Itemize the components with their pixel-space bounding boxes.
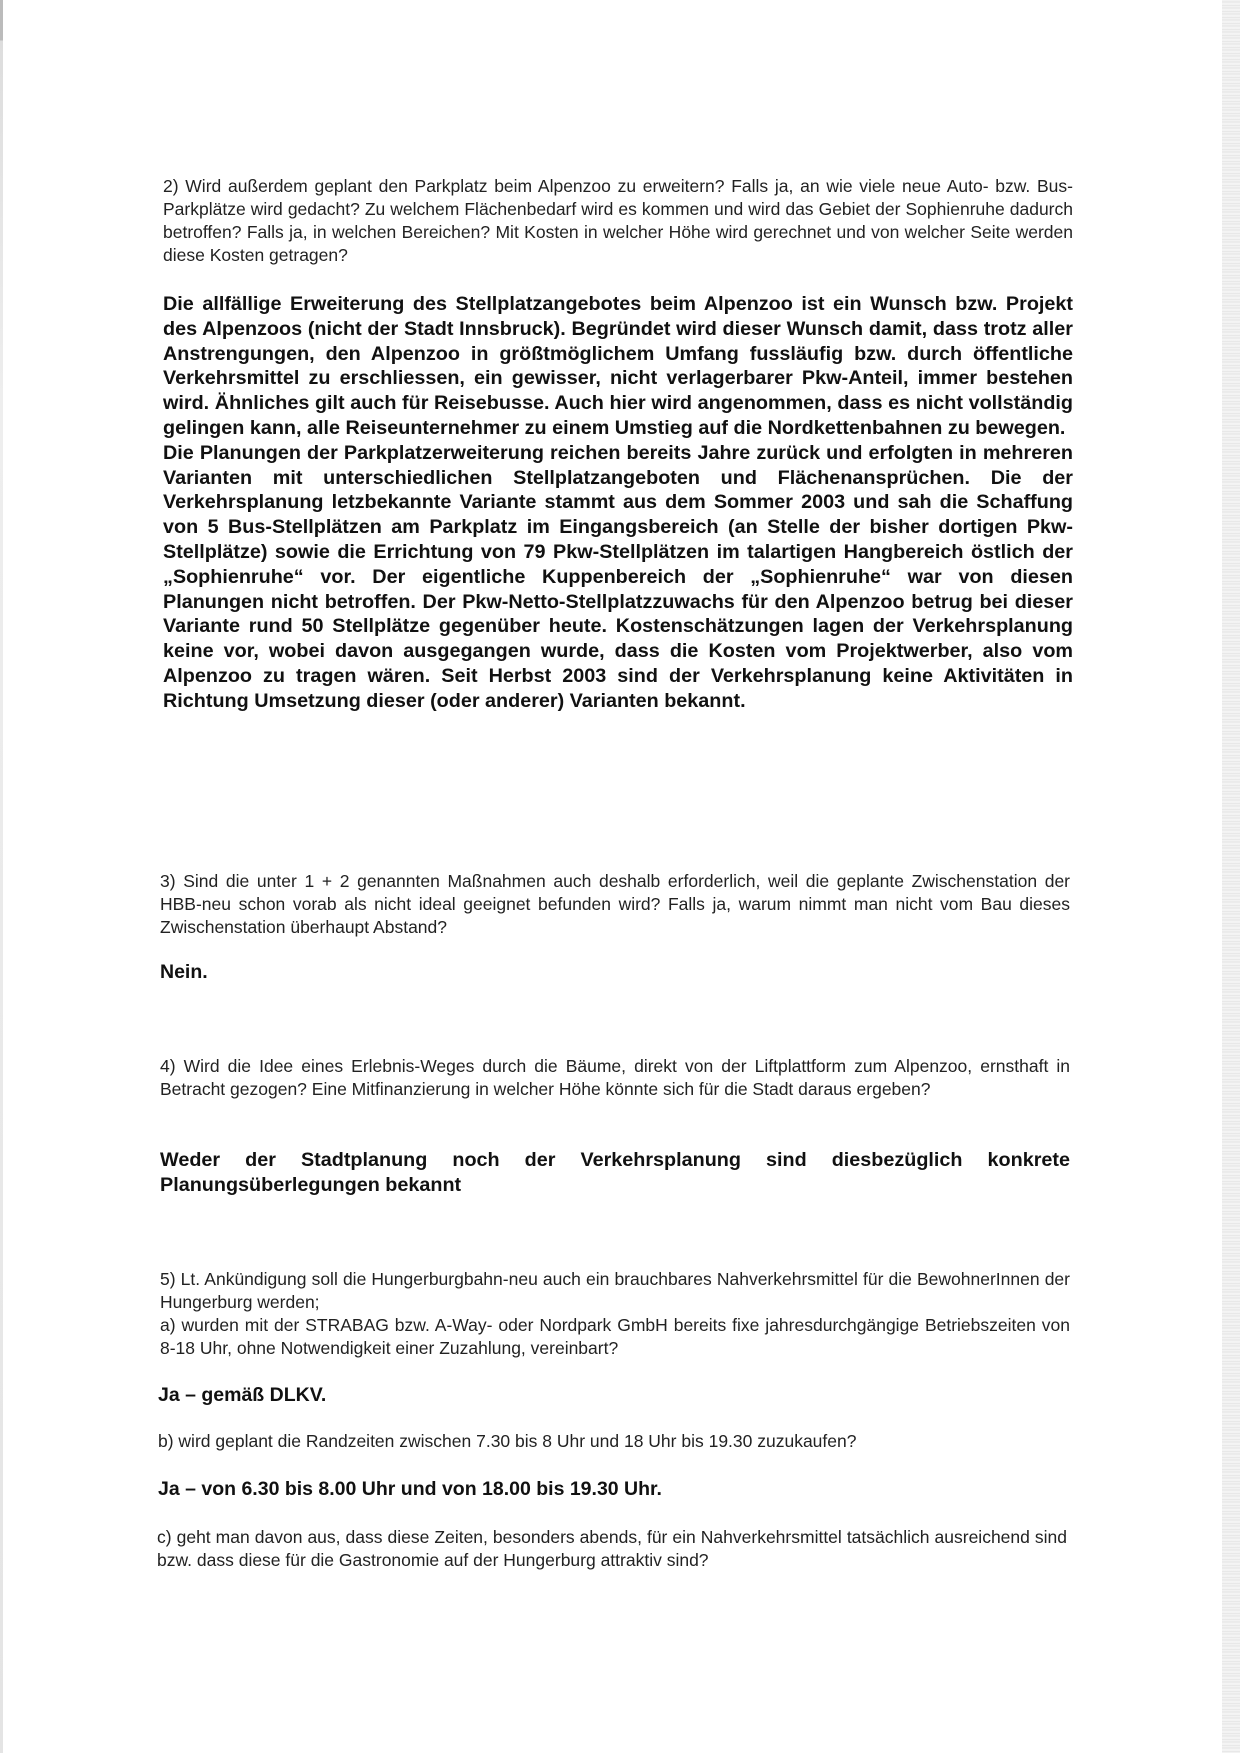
question-5-intro: 5) Lt. Ankündigung soll die Hungerburgbahn-neu auch ein brauchbares Nahverkehrsmittel für die BewohnerInnen der Hungerburg werden; bbox=[160, 1269, 1070, 1312]
question-5b: b) wird geplant die Randzeiten zwischen 7.30 bis 8 Uhr und 18 Uhr bis 19.30 zuzukaufen? bbox=[158, 1431, 857, 1451]
answer-2-paragraph-2: Die Planungen der Parkplatzerweiterung reichen bereits Jahre zurück und erfolgten in mehreren Varianten mit unterschiedlichen Stellplatzangeboten und Flächenansprüchen. Die der Verkehrsplanung letzbekannte Variante stammt aus dem Sommer 2003 und sah die Schaffung von 5 Bus-Stellplätzen am Parkplatz im Eingangsbereich (an Stelle der bisher dortigen Pkw-Stellplätze) sowie die Errichtung von 79 Pkw-Stellplätzen im talartigen Hangbereich östlich der „Sophienruhe“ vor. Der eigentliche Kuppenbereich der „Sophienruhe“ war von diesen Planungen nicht betroffen. Der Pkw-Netto-Stellplatzzuwachs für den Alpenzoo betrug bei dieser Variante rund 50 Stellplätze gegenüber heute. Kostenschätzungen lagen der Verkehrsplanung keine vor, wobei davon ausgegangen wurde, dass die Kosten vom Projektwerber, also vom Alpenzoo zu tragen wären. Seit Herbst 2003 sind der Verkehrsplanung keine Aktivitäten in Richtung Umsetzung dieser (oder anderer) Varianten bekannt. bbox=[163, 441, 1073, 712]
answer-5a: Ja – gemäß DLKV. bbox=[158, 1384, 327, 1406]
question-3: 3) Sind die unter 1 + 2 genannten Maßnahmen auch deshalb erforderlich, weil die geplante Zwischenstation der HBB-neu schon vorab als nicht ideal geeignet befunden wird? Falls ja, warum nimmt man nicht vom Bau dieses Zwischenstation überhaupt Abstand? bbox=[160, 871, 1070, 937]
answer-2-paragraph-1: Die allfällige Erweiterung des Stellplatzangebotes beim Alpenzoo ist ein Wunsch bzw. Projekt des Alpenzoos (nicht der Stadt Innsbruck). Begründet wird dieser Wunsch damit, dass trotz aller Anstrengungen, den Alpenzoo in größtmöglichem Umfang fussläufig bzw. durch öffentliche Verkehrsmittel zu erschliessen, ein gewisser, nicht verlagerbarer Pkw-Anteil, immer bestehen wird. Ähnliches gilt auch für Reisebusse. Auch hier wird angenommen, dass es nicht vollständig gelingen kann, alle Reiseunternehmer zu einem Umstieg auf die Nordkettenbahnen zu bewegen. bbox=[163, 293, 1073, 439]
answer-5b: Ja – von 6.30 bis 8.00 Uhr und von 18.00 bis 19.30 Uhr. bbox=[158, 1478, 662, 1500]
question-5a: a) wurden mit der STRABAG bzw. A-Way- oder Nordpark GmbH bereits fixe jahresdurchgängige Betriebszeiten von 8-18 Uhr, ohne Notwendigkeit einer Zuzahlung, vereinbart? bbox=[160, 1315, 1070, 1358]
answer-4: Weder der Stadtplanung noch der Verkehrsplanung sind diesbezüglich konkrete Planungsüberlegungen bekannt bbox=[160, 1149, 1070, 1196]
answer-2 bbox=[163, 292, 1073, 714]
question-5c: c) geht man davon aus, dass diese Zeiten, besonders abends, für ein Nahverkehrsmittel tatsächlich ausreichend sind bzw. dass diese für die Gastronomie auf der Hungerburg attraktiv sind? bbox=[157, 1527, 1067, 1570]
question-4: 4) Wird die Idee eines Erlebnis-Weges durch die Bäume, direkt von der Liftplattform zum Alpenzoo, ernsthaft in Betracht gezogen? Eine Mitfinanzierung in welcher Höhe könnte sich für die Stadt daraus ergeben? bbox=[160, 1056, 1070, 1099]
answer-3: Nein. bbox=[160, 961, 208, 983]
question-2: 2) Wird außerdem geplant den Parkplatz beim Alpenzoo zu erweitern? Falls ja, an wie viele neue Auto- bzw. Bus-Parkplätze wird gedacht? Zu welchem Flächenbedarf wird es kommen und wird das Gebiet der Sophienruhe dadurch betroffen? Falls ja, in welchen Bereichen? Mit Kosten in welcher Höhe wird gerechnet und von welcher Seite werden diese Kosten getragen? bbox=[163, 176, 1073, 265]
